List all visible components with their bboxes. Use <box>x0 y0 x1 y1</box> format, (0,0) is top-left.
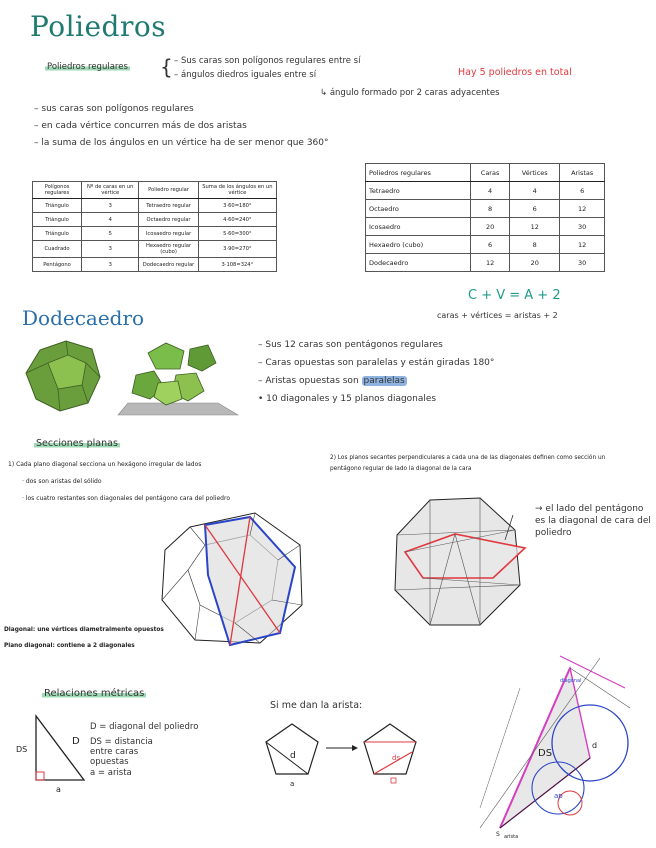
table-cell: 3·90=270° <box>198 241 276 258</box>
table2-header-row <box>366 164 605 182</box>
rel-def-2: DS = distancia entre caras opuestas <box>90 737 153 767</box>
table-row <box>33 227 277 241</box>
dodeca-hexagon-section <box>150 505 320 650</box>
table-cell: Hexaedro regular (cubo) <box>139 241 198 258</box>
table-row <box>33 199 277 213</box>
table-cell: Icosaedro regular <box>139 227 198 241</box>
secciones-line-3: · los cuatro restantes son diagonales del pentágono cara del poliedro <box>22 495 231 502</box>
table-cell: Dodecaedro regular <box>139 258 198 272</box>
euler-words: caras + vértices = aristas + 2 <box>437 311 558 320</box>
construction-label-arista: arista <box>504 834 519 840</box>
table-cell: 6 <box>471 236 510 254</box>
pentagon-label-a: a <box>290 780 295 788</box>
table2-header: Vértices <box>510 164 560 182</box>
brace: { <box>160 55 173 79</box>
dodeca-prop-4: • 10 diagonales y 15 planos diagonales <box>258 394 437 404</box>
pentagon-label-d: d <box>290 751 296 761</box>
table-cell: Icosaedro <box>366 218 471 236</box>
table-row <box>33 213 277 227</box>
regular-label-text: Poliedros regulares <box>47 62 128 72</box>
table-cell: 3 <box>82 241 139 258</box>
dodeca-prop-2: – Caras opuestas son paralelas y están giradas 180° <box>258 358 495 368</box>
property-1: – sus caras son polígonos regulares <box>34 104 194 114</box>
property-2: – en cada vértice concurren más de dos aristas <box>34 121 247 131</box>
table-cell: Triángulo <box>33 199 82 213</box>
table-cell: 4 <box>510 182 560 200</box>
section2-text: 2) Los planos secantes perpendiculares a cada una de las diagonales definen como sección un pentágono regular de lado la diagonal de la cara <box>330 455 606 472</box>
table2-header: Caras <box>471 164 510 182</box>
page-title: Poliedros <box>30 10 167 43</box>
table-cell: 3 <box>82 258 139 272</box>
table-cell: 5·60=300° <box>198 227 276 241</box>
table2-header: Aristas <box>560 164 605 182</box>
table-cell: 12 <box>560 200 605 218</box>
plano-label: Plano diagonal: contiene a 2 diagonales <box>4 643 135 649</box>
secciones-line-1: 1) Cada plano diagonal secciona un hexágono irregular de lados <box>8 461 202 468</box>
table-cell: Octaedro regular <box>139 213 198 227</box>
triangle-label-DS: DS <box>16 745 28 754</box>
metric-construction <box>460 648 650 843</box>
table-cell: Dodecaedro <box>366 254 471 272</box>
construction-label-DS: DS <box>538 748 553 759</box>
table-cell: 12 <box>510 218 560 236</box>
table-cell: Cuadrado <box>33 241 82 258</box>
table-cell: 20 <box>471 218 510 236</box>
table-cell: Triángulo <box>33 213 82 227</box>
table1-header-row <box>33 182 277 199</box>
right-triangle <box>16 708 96 798</box>
table-cell: 8 <box>510 236 560 254</box>
table-cell: 5 <box>82 227 139 241</box>
rel-def-3: a = arista <box>90 768 132 778</box>
secciones-title: Secciones planas <box>36 438 118 449</box>
table-cell: Pentágono <box>33 258 82 272</box>
condition-1: – Sus caras son polígonos regulares entre sí <box>174 56 361 66</box>
table-cell: 20 <box>510 254 560 272</box>
table-cell: 4 <box>82 213 139 227</box>
faces-per-vertex-table <box>32 181 277 272</box>
edge-note: → el lado del pentágono es la diagonal de cara del poliedro <box>535 504 651 538</box>
unfolded-dodecahedron <box>118 343 238 415</box>
condition-2: – ángulos diedros iguales entre sí <box>174 70 317 80</box>
table-cell: 4·60=240° <box>198 213 276 227</box>
triangle-label-D: D <box>72 736 80 747</box>
table-cell: 12 <box>560 236 605 254</box>
secciones-line-2: · dos son aristas del sólido <box>22 478 102 485</box>
dodeca-prop-3: – Aristas opuestas son paralelas <box>258 376 405 386</box>
solid-dodecahedron <box>26 341 100 411</box>
table-row <box>33 258 277 272</box>
table-cell: 6 <box>560 182 605 200</box>
table1-header: Poliedro regular <box>139 182 198 199</box>
five-note: Hay 5 poliedros en total <box>458 67 572 78</box>
table-cell: 4 <box>471 182 510 200</box>
table-cell: 12 <box>471 254 510 272</box>
table1-header: Nº de caras en un vértice <box>82 182 139 199</box>
table-row <box>366 254 605 272</box>
table-cell: 3·108=324° <box>198 258 276 272</box>
table2-header: Poliedros regulares <box>366 164 471 182</box>
table-cell: Tetraedro regular <box>139 199 198 213</box>
table-row <box>366 182 605 200</box>
table-cell: 6 <box>510 200 560 218</box>
table-row <box>366 218 605 236</box>
dihedral-note: ↳ ángulo formado por 2 caras adyacentes <box>320 88 500 98</box>
table1-header: Suma de los ángulos en un vértice <box>198 182 276 199</box>
pentagon-diagonals <box>262 718 427 798</box>
table-cell: Triángulo <box>33 227 82 241</box>
dodecahedron-illustrations <box>18 335 248 425</box>
diagonal-label: Diagonal: une vértices diametralmente opuestos <box>4 627 164 633</box>
table-cell: 3 <box>82 199 139 213</box>
rel-def-1: D = diagonal del poliedro <box>90 722 199 732</box>
table1-header: Polígonos regulares <box>33 182 82 199</box>
dodeca-prop-1: – Sus 12 caras son pentágonos regulares <box>258 340 443 350</box>
table-row <box>366 236 605 254</box>
table-cell: Octaedro <box>366 200 471 218</box>
table-cell: 8 <box>471 200 510 218</box>
table-cell: Tetraedro <box>366 182 471 200</box>
regular-label <box>45 62 130 72</box>
dodeca-pentagon-section <box>385 490 530 635</box>
table-cell: 30 <box>560 254 605 272</box>
si-dan-label: Si me dan la arista: <box>270 700 363 711</box>
table-cell: 3·60=180° <box>198 199 276 213</box>
euler-table <box>365 163 605 272</box>
relaciones-title: Relaciones métricas <box>44 688 145 699</box>
table-row <box>33 241 277 258</box>
construction-label-ap: ap <box>554 792 563 800</box>
construction-label-s: S <box>496 831 500 838</box>
construction-label-diagonal: diagonal <box>560 678 582 684</box>
pentagon-label-ds: ds <box>392 754 401 762</box>
table-row <box>366 200 605 218</box>
euler-formula: C + V = A + 2 <box>468 288 561 303</box>
property-3: – la suma de los ángulos en un vértice ha de ser menor que 360° <box>34 138 329 148</box>
construction-label-d: d <box>592 741 598 750</box>
triangle-label-a: a <box>56 785 61 794</box>
table-cell: 30 <box>560 218 605 236</box>
table-cell: Hexaedro (cubo) <box>366 236 471 254</box>
dodeca-title: Dodecaedro <box>22 306 145 330</box>
